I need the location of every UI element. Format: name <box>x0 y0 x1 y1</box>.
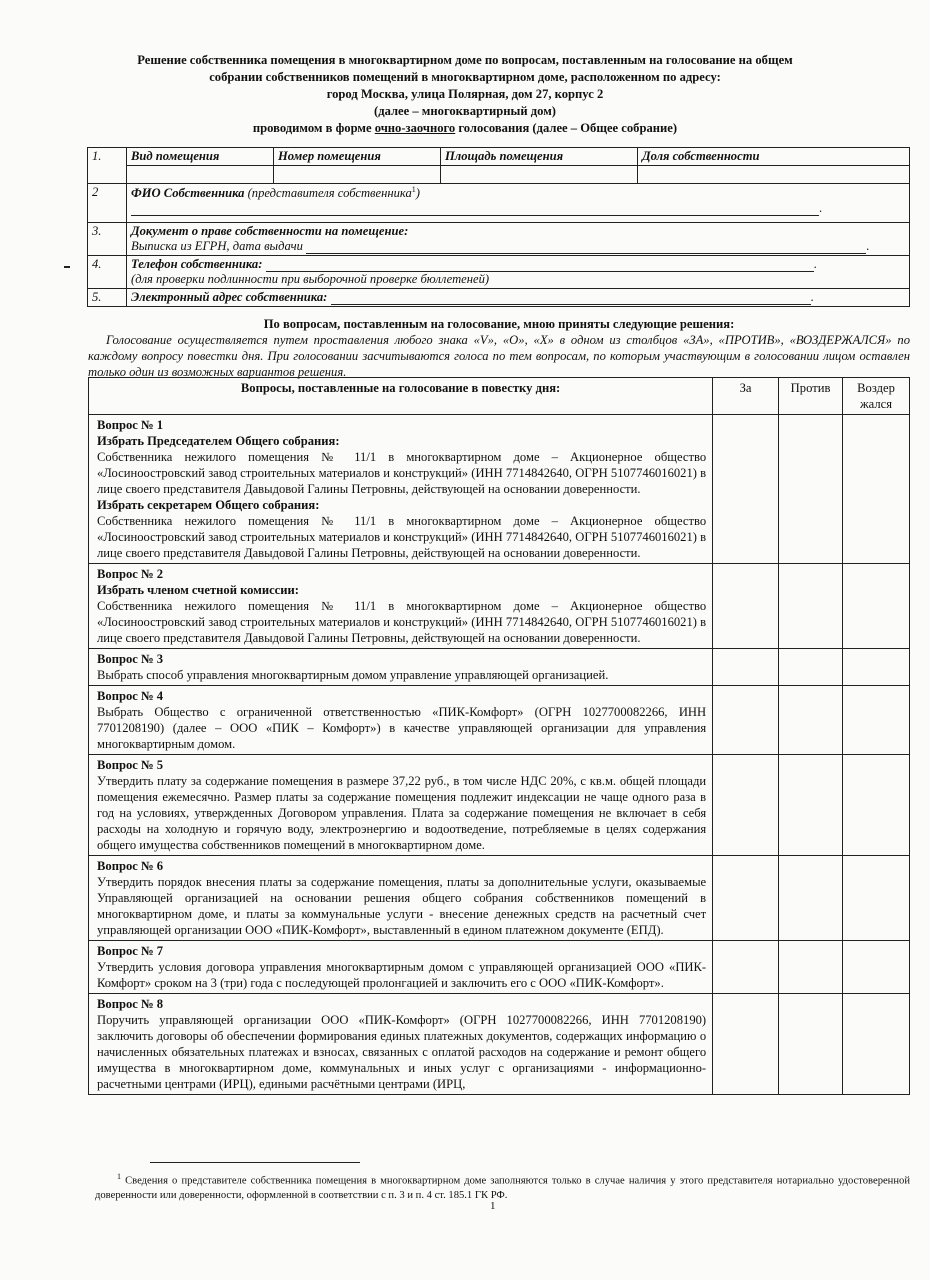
header-line-1: Решение собственника помещения в многоквартирном доме по вопросам, поставленным на голосование на общем <box>137 53 793 67</box>
footnote-marker: 1 <box>117 1172 121 1181</box>
header-address: город Москва, улица Полярная, дом 27, корпус 2 <box>326 87 604 101</box>
row-number: 3. <box>88 223 127 256</box>
question-row <box>89 415 910 564</box>
footnote-text: Сведения о представителе собственника помещения в многоквартирном доме заполняются только в случае наличия у этого представителя нотариально удостоверенной доверенности или доверенности, оформленной в соответствии с п. 3 и п. 4 ст. 185.1 ГК РФ. <box>95 1175 910 1201</box>
margin-mark <box>64 266 70 268</box>
owner-info-table <box>87 147 910 307</box>
question-subtitle: Избрать секретарем Общего собрания: <box>97 498 320 512</box>
vote-for-cell[interactable] <box>713 686 779 755</box>
vote-for-cell[interactable] <box>713 856 779 941</box>
voting-instructions: Голосование осуществляется путем проставления любого знака «V», «О», «X» в одном из столбцов «ЗА», «ПРОТИВ», «ВОЗДЕРЖАЛСЯ» по каждому вопросу повестки дня. При голосовании засчитываются голоса по тем вопросам, по которым участвующим в голосовании лицом оставлен только один из возможных вариантов решения. <box>88 333 910 379</box>
info-row-1-values <box>88 166 910 184</box>
question-text: Утвердить плату за содержание помещения в размере 37,22 руб., в том числе НДС 20%, с кв.м. общей площади помещения ежемесячно. Размер платы за содержание помещения подлежит индексации не чаще одного раза в год на условиях, утвержденных Договором управления. Плата за содержание помещения не включает в себя расходы на холодную и горячую воду, электроэнергию и водоотведение, потребляемые в целях содержания общего имущества собственников помещений в многоквартирном доме. <box>97 774 707 852</box>
row-number: 5. <box>88 289 127 307</box>
vote-abstain-cell[interactable] <box>843 941 910 994</box>
question-text: Собственника нежилого помещения № 11/1 в многоквартирном доме – Акционерное общество «Лосиноостровский завод строительных материалов и конструкций» (ИНН 7714842640, ОГРН 5107746016021) в лице своего представителя Давыдовой Галины Петровны, действующей на основании доверенности. <box>97 599 707 645</box>
premises-type-field[interactable] <box>127 166 274 184</box>
vote-against-cell[interactable] <box>779 649 843 686</box>
premises-number-label: Номер помещения <box>274 148 441 166</box>
question-row <box>89 755 910 856</box>
vote-abstain-cell[interactable] <box>843 994 910 1095</box>
vote-against-cell[interactable] <box>779 856 843 941</box>
question-text: Утвердить порядок внесения платы за содержание помещения, платы за дополнительные услуги, оказываемые Управляющей организацией на основании решения общего собрания собственников помещений в многоквартирном доме, и платы за коммунальные услуги - внесение денежных средств на расчетный счет управляющей организации ООО «ПИК-Комфорт», выставленный в едином платежном документе (ЕПД). <box>97 875 707 937</box>
ownership-share-label: Доля собственности <box>638 148 910 166</box>
question-number: Вопрос № 6 <box>97 859 164 873</box>
vote-against-cell[interactable] <box>779 755 843 856</box>
vote-for-cell[interactable] <box>713 649 779 686</box>
phone-note: (для проверки подлинности при выборочной проверке бюллетеней) <box>131 272 490 286</box>
info-row-3 <box>88 223 910 256</box>
phone-cell <box>127 256 910 289</box>
question-number: Вопрос № 7 <box>97 944 164 958</box>
email-field[interactable] <box>331 292 811 305</box>
vote-abstain-cell[interactable] <box>843 415 910 564</box>
vote-for-cell[interactable] <box>713 941 779 994</box>
vote-for-cell[interactable] <box>713 564 779 649</box>
vote-abstain-cell[interactable] <box>843 856 910 941</box>
question-2 <box>89 564 713 649</box>
vote-against-cell[interactable] <box>779 941 843 994</box>
info-row-2 <box>88 184 910 223</box>
question-8 <box>89 994 713 1095</box>
question-number: Вопрос № 2 <box>97 567 164 581</box>
footnote <box>95 1170 910 1203</box>
phone-label: Телефон собственника: <box>131 257 263 271</box>
vote-abstain-cell[interactable] <box>843 649 910 686</box>
question-4 <box>89 686 713 755</box>
question-row <box>89 941 910 994</box>
vote-for-cell[interactable] <box>713 415 779 564</box>
vote-against-cell[interactable] <box>779 415 843 564</box>
questions-header: Вопросы, поставленные на голосование в повестку дня: <box>89 378 713 415</box>
question-row <box>89 649 910 686</box>
header-voting-form: очно-заочного <box>374 121 456 135</box>
question-text: Собственника нежилого помещения № 11/1 в многоквартирном доме – Акционерное общество «Лосиноостровский завод строительных материалов и конструкций» (ИНН 7714842640, ОГРН 5107746016021) в лице своего представителя Давыдовой Галины Петровны, действующей на основании доверенности. <box>97 514 707 560</box>
question-row <box>89 564 910 649</box>
question-number: Вопрос № 4 <box>97 689 164 703</box>
question-number: Вопрос № 5 <box>97 758 164 772</box>
question-5 <box>89 755 713 856</box>
question-1 <box>89 415 713 564</box>
question-6 <box>89 856 713 941</box>
question-text: Выбрать Общество с ограниченной ответственностью «ПИК-Комфорт» (ОГРН 1027700082266, ИНН 7701208190) (далее – ООО «ПИК – Комфорт») в качестве управляющей организации для управления многоквартирным домом. <box>97 705 707 751</box>
egrn-issue-date-label: Выписка из ЕГРН, дата выдачи <box>131 239 303 253</box>
question-subtitle: Избрать Председателем Общего собрания: <box>97 434 340 448</box>
ownership-document-label: Документ о праве собственности на помещение: <box>131 224 409 238</box>
email-cell <box>127 289 910 307</box>
question-text: Поручить управляющей организации ООО «ПИК-Комфорт» (ОГРН 1027700082266, ИНН 7701208190) заключить договоры об обеспечении формирования единых платежных документов, содержащих информацию о начисленных обязательных платежах и взносах, связанных с оплатой расходов на содержание и ремонт общего имущества в многоквартирном доме, коммунальных и иных услуг с организациями - информационно-расчетными центрами (ИРЦ), едиными расчётными центрами (ИРЦ, <box>97 1013 707 1091</box>
vote-abstain-cell[interactable] <box>843 686 910 755</box>
page-number: 1 <box>490 1200 496 1212</box>
owner-name-field[interactable] <box>131 203 819 216</box>
header-line-5 <box>90 120 840 137</box>
abstain-header: Воздер жался <box>843 378 910 415</box>
header-line-5-post: голосования (далее – Общее собрание) <box>455 121 678 135</box>
vote-against-cell[interactable] <box>779 564 843 649</box>
question-text: Выбрать способ управления многоквартирным домом управление управляющей организацией. <box>97 668 609 682</box>
question-row <box>89 994 910 1095</box>
premises-area-field[interactable] <box>441 166 638 184</box>
info-row-5 <box>88 289 910 307</box>
line-end: . <box>866 239 870 253</box>
vote-abstain-cell[interactable] <box>843 564 910 649</box>
representative-note-end: ) <box>415 186 420 201</box>
row-number: 2 <box>88 184 127 223</box>
decisions-section <box>88 316 910 380</box>
premises-number-field[interactable] <box>274 166 441 184</box>
vote-against-cell[interactable] <box>779 686 843 755</box>
voting-table <box>88 377 910 1095</box>
premises-area-label: Площадь помещения <box>441 148 638 166</box>
line-end: . <box>810 290 814 304</box>
premises-type-label: Вид помещения <box>127 148 274 166</box>
question-text: Утвердить условия договора управления многоквартирным домом с управляющей организацией ООО «ПИК-Комфорт» сроком на 3 (три) года с последующей пролонгацией и заключить его с ООО «ПИК-Комфорт». <box>97 960 707 990</box>
phone-field[interactable] <box>266 259 814 272</box>
ownership-share-field[interactable] <box>638 166 910 184</box>
info-row-1 <box>88 148 910 166</box>
line-end: . <box>813 257 817 271</box>
question-7 <box>89 941 713 994</box>
header-line-2: собрании собственников помещений в многоквартирном доме, расположенном по адресу: <box>209 70 721 84</box>
egrn-issue-date-field[interactable] <box>306 241 866 254</box>
for-header: За <box>713 378 779 415</box>
vote-abstain-cell[interactable] <box>843 755 910 856</box>
vote-for-cell[interactable] <box>713 994 779 1095</box>
question-row <box>89 856 910 941</box>
email-label: Электронный адрес собственника: <box>131 290 328 304</box>
question-row <box>89 686 910 755</box>
footnote-separator <box>150 1162 360 1163</box>
vote-for-cell[interactable] <box>713 755 779 856</box>
against-header: Против <box>779 378 843 415</box>
info-row-4 <box>88 256 910 289</box>
line-end: . <box>819 201 823 216</box>
header-line-5-pre: проводимом в форме <box>252 121 375 135</box>
ownership-document-cell <box>127 223 910 256</box>
voting-header-row <box>89 378 910 415</box>
owner-name-label: ФИО Собственника <box>131 186 245 201</box>
question-number: Вопрос № 8 <box>97 997 164 1011</box>
owner-name-cell <box>127 184 910 223</box>
row-number: 4. <box>88 256 127 289</box>
question-text: Собственника нежилого помещения № 11/1 в многоквартирном доме – Акционерное общество «Лосиноостровский завод строительных материалов и конструкций» (ИНН 7714842640, ОГРН 5107746016021) в лице своего представителя Давыдовой Галины Петровны, действующей на основании доверенности. <box>97 450 707 496</box>
question-3 <box>89 649 713 686</box>
vote-against-cell[interactable] <box>779 994 843 1095</box>
row-number: 1. <box>88 148 127 184</box>
question-number: Вопрос № 1 <box>97 418 164 432</box>
document-header <box>90 52 840 137</box>
header-line-4: (далее – многоквартирный дом) <box>374 104 556 118</box>
question-number: Вопрос № 3 <box>97 652 164 666</box>
decisions-title: По вопросам, поставленным на голосование, мною приняты следующие решения: <box>263 317 735 331</box>
representative-note: (представителя собственника <box>244 186 412 201</box>
question-subtitle: Избрать членом счетной комиссии: <box>97 583 299 597</box>
footnote-ref: 1 <box>411 185 416 194</box>
